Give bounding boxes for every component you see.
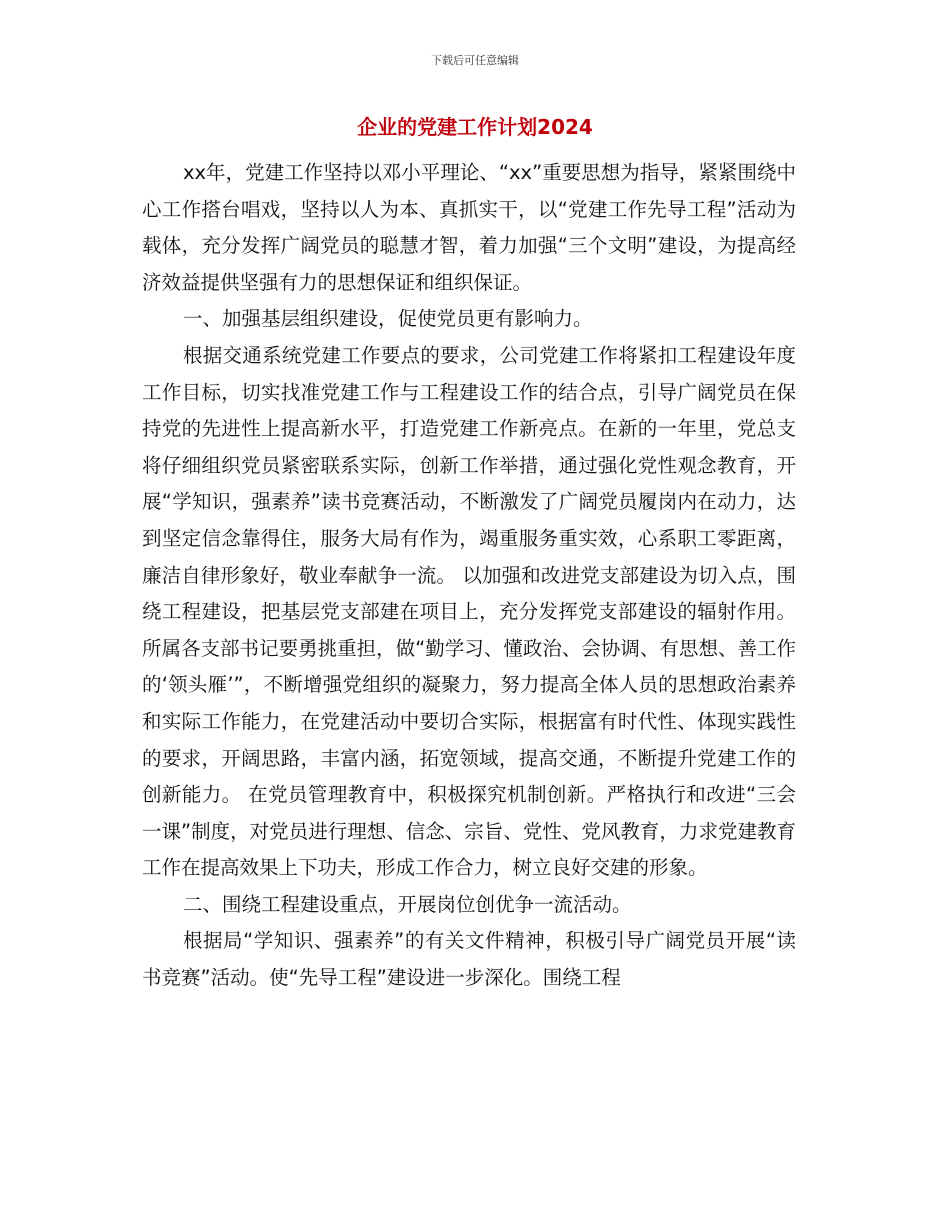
section-heading-1: 一、加强基层组织建设，促使党员更有影响力。 [182,307,593,331]
paragraph-section-2: 根据局“学知识、强素养”的有关文件精神，积极引导广阔党员开展“读书竞赛”活动。使“先导工程”建设进一步深化。围绕工程 [142,929,796,990]
paragraph-intro: xx年，党建工作坚持以邓小平理论、“xx”重要思想为指导，紧紧围绕中心工作搭台唱戏，坚持以人为本、真抓实干，以“党建工作先导工程”活动为载体，充分发挥广阔党员的聪慧才智，着力加强“三个文明”建设，为提高经济效益提供坚强有力的思想保证和组织保证。 [142,161,796,294]
header-note: 下载后可任意编辑 [431,54,519,67]
document-title: 企业的党建工作计划2024 [357,115,593,139]
section-heading-2: 二、围绕工程建设重点，开展岗位创优争一流活动。 [182,892,632,916]
paragraph-section-1: 根据交通系统党建工作要点的要求，公司党建工作将紧扣工程建设年度工作目标，切实找准党建工作与工程建设工作的结合点，引导广阔党员在保持党的先进性上提高新水平，打造党建工作新亮点。在新的一年里，党总支将仔细组织党员紧密联系实际，创新工作举措，通过强化党性观念教育，开展“学知识，强素养”读书竞赛活动，不断激发了广阔党员履岗内在动力，达到坚定信念靠得住，服务大局有作为，竭重服务重实效，心系职工零距离，廉洁自律形象好，敬业奉献争一流。 以加强和改进党支部建设为切入点，围绕工程建设，把基层党支部建在项目上，充分发挥党支部建设的辐射作用。所属各支部书记要勇挑重担，做“勤学习、懂政治、会协调、有思想、善工作的‘领头雁’”，不断增强党组织的凝聚力，努力提高全体人员的思想政治素养和实际工作能力，在党建活动中要切合实际，根据富有时代性、体现实践性的要求，开阔思路，丰富内涵，拓宽领域，提高交通，不断提升党建工作的创新能力。 在党员管理教育中，积极探究机制创新。严格执行和改进“三会一课”制度，对党员进行理想、信念、宗旨、党性、党风教育，力求党建教育工作在提高效果上下功夫，形成工作合力，树立良好交建的形象。 [142,343,796,880]
document-body [142,155,796,997]
